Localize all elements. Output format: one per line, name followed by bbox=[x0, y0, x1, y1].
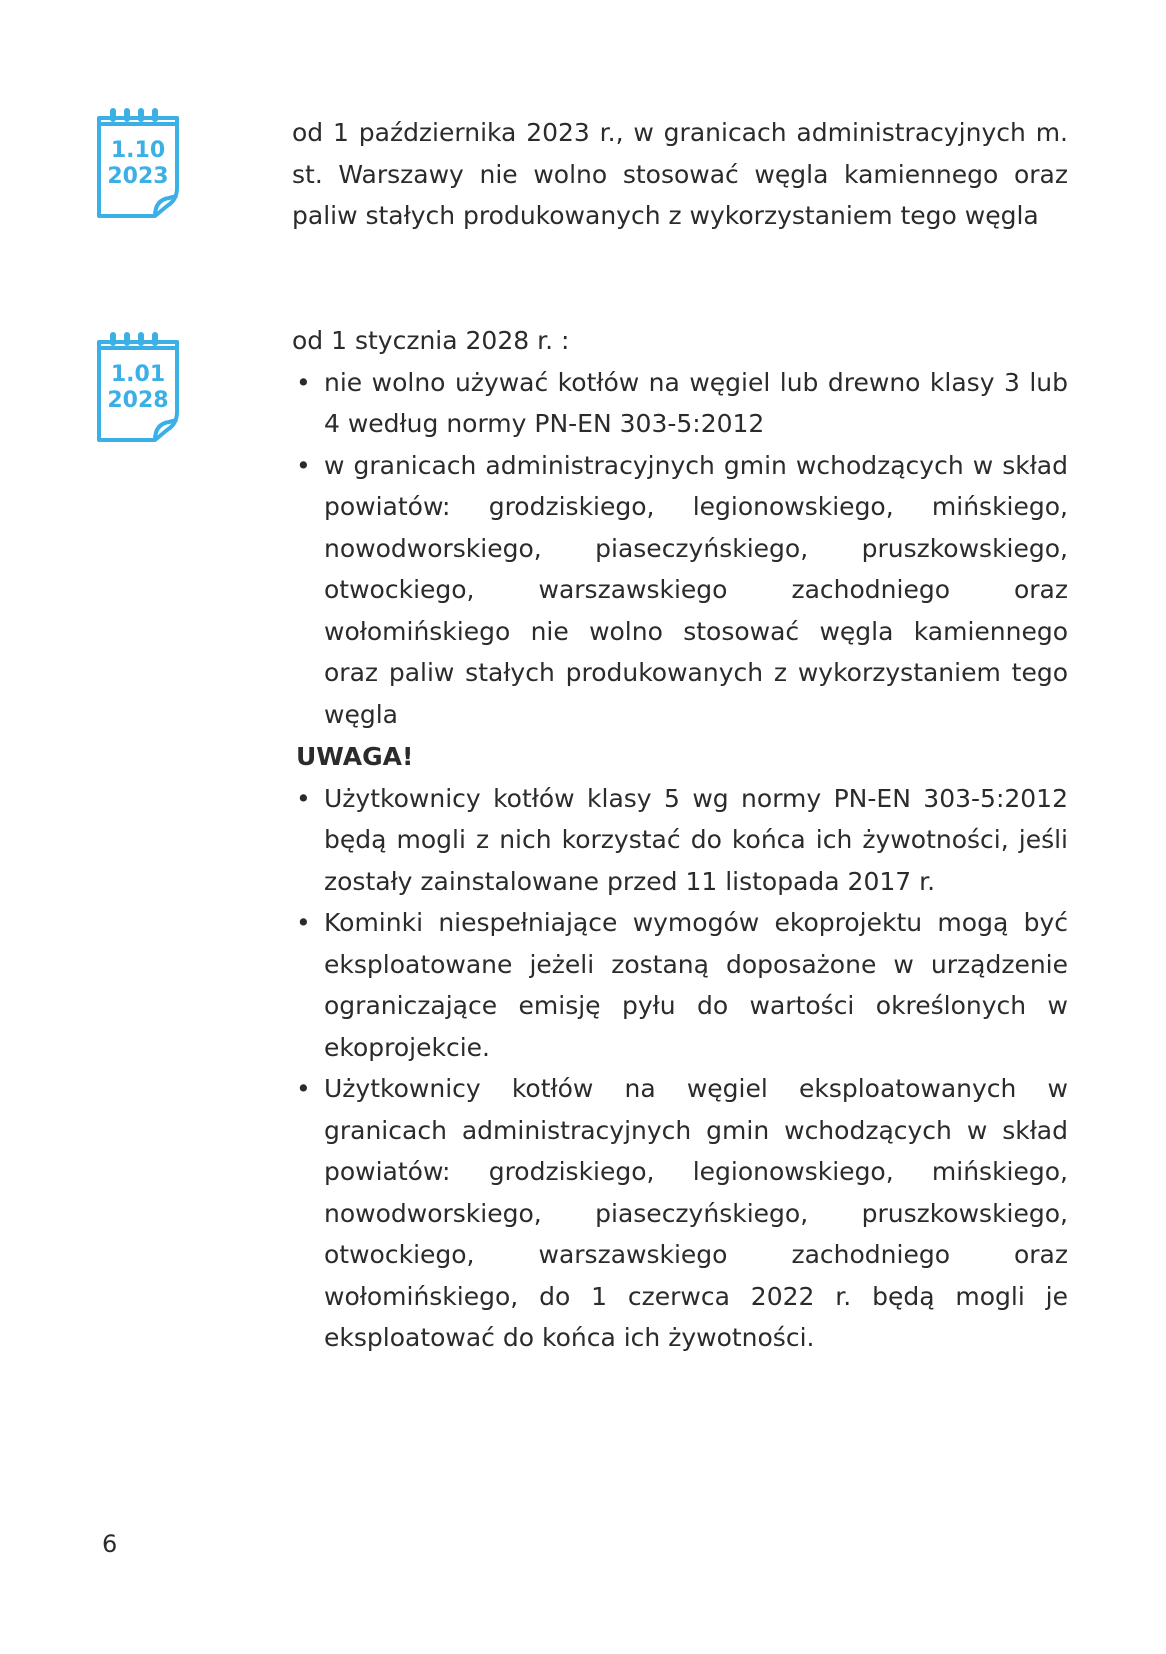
calendar-date-line1: 1.01 bbox=[110, 362, 166, 387]
section-2023-text: od 1 października 2023 r., w granicach administracyjnych m. st. Warszawy nie wolno stosować węgla kamiennego oraz paliw stałych produkowanych z wykorzystaniem tego węgla bbox=[292, 118, 1068, 230]
section-2028 bbox=[292, 320, 1068, 735]
section-2023 bbox=[292, 112, 1068, 237]
page-number: 6 bbox=[102, 1530, 118, 1558]
list-item: • Kominki niespełniające wymogów ekoprojektu mogą być eksploatowane jeżeli zostaną doposażone w urządzenie ograniczające emisję pyłu do wartości określonych w ekoprojekcie. bbox=[292, 902, 1068, 1068]
calendar-date-line2: 2023 bbox=[107, 164, 169, 189]
list-item: • nie wolno używać kotłów na węgiel lub drewno klasy 3 lub 4 według normy PN-EN 303-5:2012 bbox=[292, 362, 1068, 445]
section-2028-intro: od 1 stycznia 2028 r. : bbox=[292, 326, 570, 355]
list-item: • w granicach administracyjnych gmin wchodzących w skład powiatów: grodziskiego, legionowskiego, mińskiego, nowodworskiego, piaseczyńskiego, pruszkowskiego, otwockiego, warszawskiego zachodniego oraz wołomińskiego nie wolno stosować węgla kamiennego oraz paliw stałych produkowanych z wykorzystaniem tego węgla bbox=[292, 445, 1068, 736]
calendar-date-line2: 2028 bbox=[107, 388, 169, 413]
list-item: • Użytkownicy kotłów klasy 5 wg normy PN-EN 303-5:2012 będą mogli z nich korzystać do końca ich żywotności, jeśli zostały zainstalowane przed 11 listopada 2017 r. bbox=[292, 778, 1068, 903]
note-section bbox=[292, 736, 1068, 1359]
note-heading: UWAGA! bbox=[296, 742, 414, 771]
calendar-icon bbox=[93, 108, 183, 224]
calendar-date-line1: 1.10 bbox=[110, 138, 166, 163]
calendar-icon bbox=[93, 332, 183, 448]
section-2028-list bbox=[292, 362, 1068, 736]
list-item: • Użytkownicy kotłów na węgiel eksploatowanych w granicach administracyjnych gmin wchodzących w skład powiatów: grodziskiego, legionowskiego, mińskiego, nowodworskiego, piaseczyńskiego, pruszkowskiego, otwockiego, warszawskiego zachodniego oraz wołomińskiego, do 1 czerwca 2022 r. będą mogli je eksploatować do końca ich żywotności. bbox=[292, 1068, 1068, 1359]
note-list bbox=[292, 778, 1068, 1359]
